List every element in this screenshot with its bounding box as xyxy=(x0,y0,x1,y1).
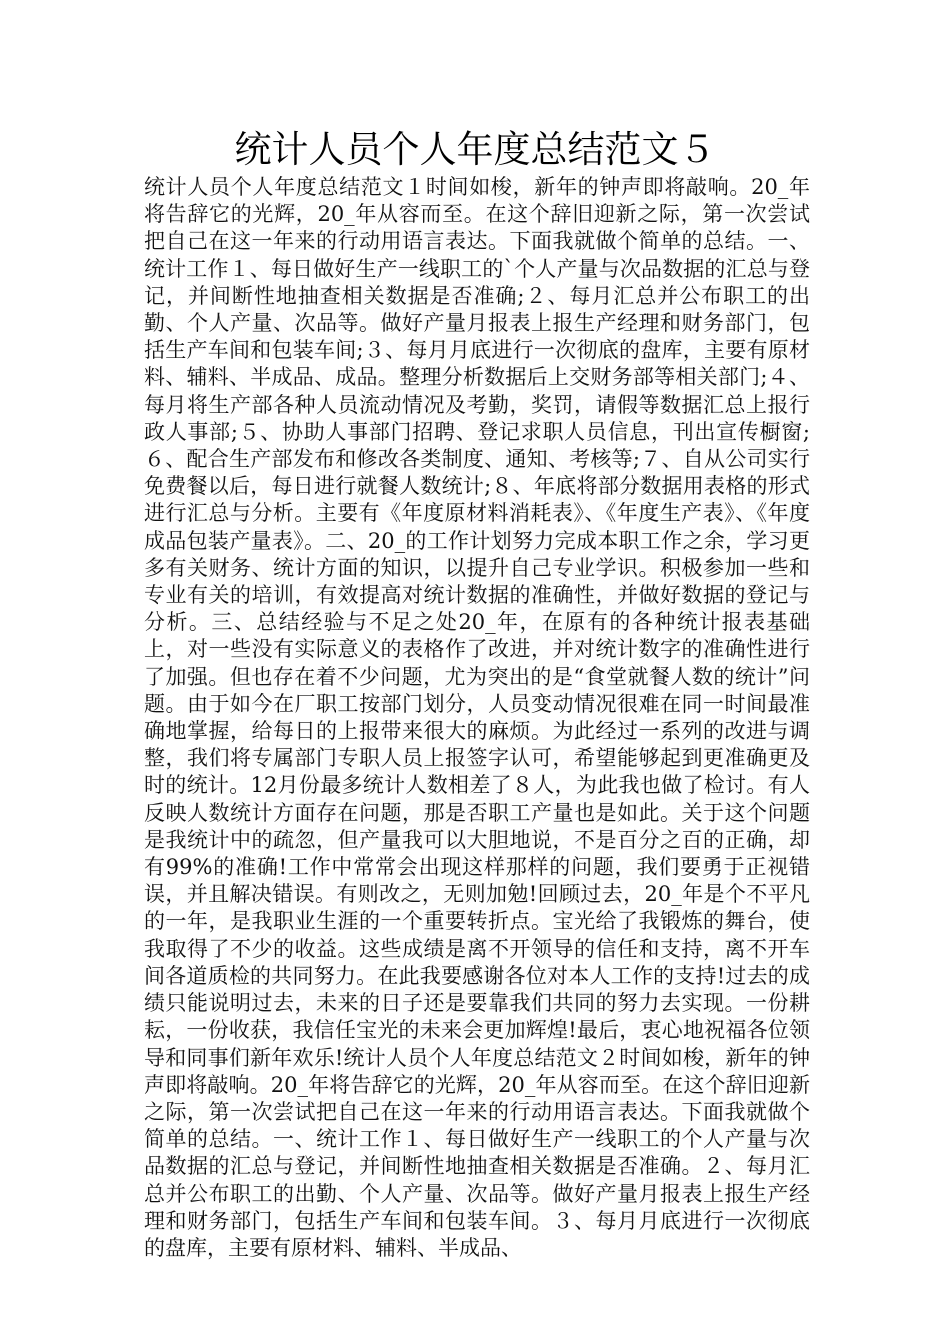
document-body-text: 统计人员个人年度总结范文１时间如梭，新年的钟声即将敲响。20_年将告辞它的光辉，20_年从容而至。在这个辞旧迎新之际，第一次尝试把自己在这一年来的行动用语言表达。下面我就做个简单的总结。一、统计工作１、每日做好生产一线职工的`个人产量与次品数据的汇总与登记，并间断性地抽查相关数据是否准确;２、每月汇总并公布职工的出勤、个人产量、次品等。做好产量月报表上报生产经理和财务部门，包括生产车间和包装车间;３、每月月底进行一次彻底的盘库，主要有原材料、辅料、半成品、成品。整理分析数据后上交财务部等相关部门;４、每月将生产部各种人员流动情况及考勤，奖罚，请假等数据汇总上报行政人事部;５、协助人事部门招聘、登记求职人员信息，刊出宣传橱窗;６、配合生产部发布和修改各类制度、通知、考核等;７、自从公司实行免费餐以后，每日进行就餐人数统计;８、年底将部分数据用表格的形式进行汇总与分析。主要有《年度原材料消耗表》、《年度生产表》、《年度成品包装产量表》。二、20_的工作计划努力完成本职工作之余，学习更多有关财务、统计方面的知识，以提升自己专业学识。积极参加一些和专业有关的培训，有效提高对统计数据的准确性，并做好数据的登记与分析。三、总结经验与不足之处20_年，在原有的各种统计报表基础上，对一些没有实际意义的表格作了改进，并对统计数字的准确性进行了加强。但也存在着不少问题，尤为突出的是“食堂就餐人数的统计”问题。由于如今在厂职工按部门划分，人员变动情况很难在同一时间最准确地掌握，给每日的上报带来很大的麻烦。为此经过一系列的改进与调整，我们将专属部门专职人员上报签字认可，希望能够起到更准确更及时的统计。12月份最多统计人数相差了８人，为此我也做了检讨。有人反映人数统计方面存在问题，那是否职工产量也是如此。关于这个问题是我统计中的疏忽，但产量我可以大胆地说，不是百分之百的正确，却有99%的准确!工作中常常会出现这样那样的问题，我们要勇于正视错误，并且解决错误。有则改之，无则加勉!回顾过去，20_年是个不平凡的一年，是我职业生涯的一个重要转折点。宝光给了我锻炼的舞台，使我取得了不少的收益。这些成绩是离不开领导的信任和支持，离不开车间各道质检的共同努力。在此我要感谢各位对本人工作的支持!过去的成绩只能说明过去，未来的日子还是要靠我们共同的努力去实现。一份耕耘，一份收获，我信任宝光的未来会更加辉煌!最后，衷心地祝福各位领导和同事们新年欢乐!统计人员个人年度总结范文２时间如梭，新年的钟声即将敲响。20_年将告辞它的光辉，20_年从容而至。在这个辞旧迎新之际，第一次尝试把自己在这一年来的行动用语言表达。下面我就做个简单的总结。一、统计工作１、每日做好生产一线职工的个人产量与次品数据的汇总与登记，并间断性地抽查相关数据是否准确。２、每月汇总并公布职工的出勤、个人产量、次品等。做好产量月报表上报生产经理和财务部门，包括生产车间和包装车间。３、每月月底进行一次彻底的盘库，主要有原材料、辅料、半成品、 xyxy=(144,175,810,1260)
document-title: 统计人员个人年度总结范文５ xyxy=(234,128,716,171)
